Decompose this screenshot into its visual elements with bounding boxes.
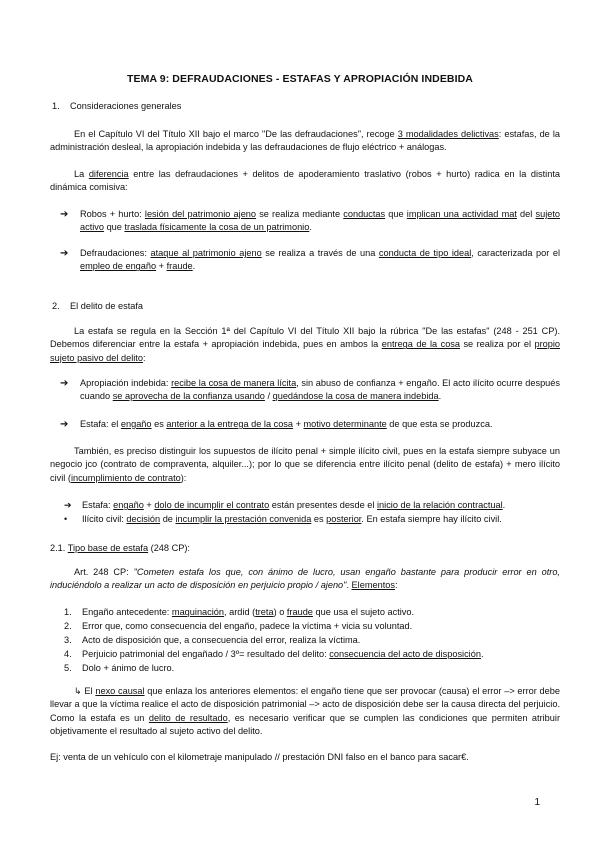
article-quote: Art. 248 CP: "Cometen estafa los que, con ánimo de lucro, usan engaño bastante para producir error en otro, induciéndolo a realizar un acto de disposición en perjuicio propio / ajeno". Elementos:: [50, 567, 560, 591]
bullet-icon: •: [64, 514, 68, 524]
arrow-icon: ➔: [60, 248, 69, 259]
page-title: TEMA 9: DEFRAUDACIONES - ESTAFAS Y APROPIACIÓN INDEBIDA: [126, 73, 473, 85]
arrow-list-item: ➔ Apropiación indebida: recibe la cosa de manera lícita, sin abuso de confianza + engaño. El acto ilícito ocurre después cuando se aprovecha de la confianza usando / quedándose la cosa de manera indebida.: [60, 378, 560, 402]
list-item: 3. Acto de disposición que, a consecuencia del error, realiza la víctima.: [64, 634, 560, 647]
arrow-icon: ➔: [64, 500, 72, 510]
section-number: 2.: [52, 301, 60, 311]
list-number: 1.: [64, 607, 72, 617]
paragraph: También, es preciso distinguir los supuestos de ilícito penal + simple ilícito civil, pues en la estafa siempre subyace un negocio jco (contrato de compraventa, alquiler...); por lo que se diferencia entre ilícito penal (delito de estafa) + mero ilícito civil (incumplimiento de contrato):: [50, 446, 560, 483]
section-heading-2: [52, 300, 562, 313]
list-number: 5.: [64, 663, 72, 673]
list-item: 1. Engaño antecedente: maquinación, ardid (treta) o fraude que usa el sujeto activo.: [64, 606, 560, 619]
arrow-icon: ➔: [60, 209, 69, 220]
subsection-heading: 2.1. Tipo base de estafa (248 CP):: [50, 543, 190, 553]
arrow-list-item: ➔ Robos + hurto: lesión del patrimonio ajeno se realiza mediante conductas que implican una actividad mat del sujeto activo que traslada físicamente la cosa de un patrimonio.: [60, 209, 561, 233]
arrow-list-item: ➔ Defraudaciones: ataque al patrimonio ajeno se realiza a través de una conducta de tipo ideal, caracterizada por el empleo de engaño + fraude.: [60, 248, 560, 272]
list-item: 4. Perjuicio patrimonial del engañado / 3º= resultado del delito: consecuencia del acto de disposición.: [64, 648, 560, 661]
list-item: 2. Error que, como consecuencia del engaño, padece la víctima + vicia su voluntad.: [64, 620, 560, 633]
paragraph: La diferencia entre las defraudaciones + delitos de apoderamiento traslativo (robos + hurto) radica en la distinta dinámica comisiva:: [50, 169, 560, 193]
arrow-icon: ➔: [60, 419, 69, 430]
paragraph: La estafa se regula en la Sección 1ª del Capítulo VI del Título XII bajo la rúbrica "De las estafas" (248 - 251 CP). Debemos diferenciar entre la estafa + apropiación indebida, pues en ambos la entrega de la cosa se realiza por el propio sujeto pasivo del delito:: [50, 326, 560, 363]
example-note: Ej: venta de un vehículo con el kilometraje manipulado // prestación DNI falso en el banco para sacar€.: [50, 752, 469, 762]
arrow-icon: ➔: [60, 378, 69, 389]
arrow-list-item: ➔ Estafa: el engaño es anterior a la entrega de la cosa + motivo determinante de que esta se produzca.: [60, 418, 560, 431]
section-number: 1.: [52, 101, 60, 111]
paragraph: ↳ El nexo causal que enlaza los anteriores elementos: el engaño tiene que ser provocar (causa) el error –> error debe llevar a que la víctima realice el acto de disposición patrimonial –> acto de disposición debe ser la causa directa del perjuicio. Como la estafa es un delito de resultado, es necesario verificar que se cumplen las condiciones que permiten atribuir objetivamente el resultado al sujeto activo del delito.: [50, 686, 561, 737]
list-number: 4.: [64, 649, 72, 659]
section-title: El delito de estafa: [70, 301, 144, 311]
list-item: 5. Dolo + ánimo de lucro.: [64, 662, 560, 675]
paragraph: En el Capítulo VI del Título XII bajo el marco "De las defraudaciones", recoge 3 modalidades delictivas: estafas, de la administración desleal, la apropiación indebida y las defraudaciones de flujo eléctrico + análogas.: [50, 129, 560, 153]
list-number: 3.: [64, 635, 72, 645]
page-number: 1: [534, 797, 540, 808]
bullet-item: ➔ Estafa: engaño + dolo de incumplir el contrato están presentes desde el inicio de la relación contractual.: [64, 499, 560, 512]
list-number: 2.: [64, 621, 72, 631]
section-heading-1: [52, 100, 562, 113]
section-title: Consideraciones generales: [70, 101, 182, 111]
bullet-item: • Ilícito civil: decisión de incumplir la prestación convenida es posterior. En estafa siempre hay ilícito civil.: [64, 513, 560, 526]
